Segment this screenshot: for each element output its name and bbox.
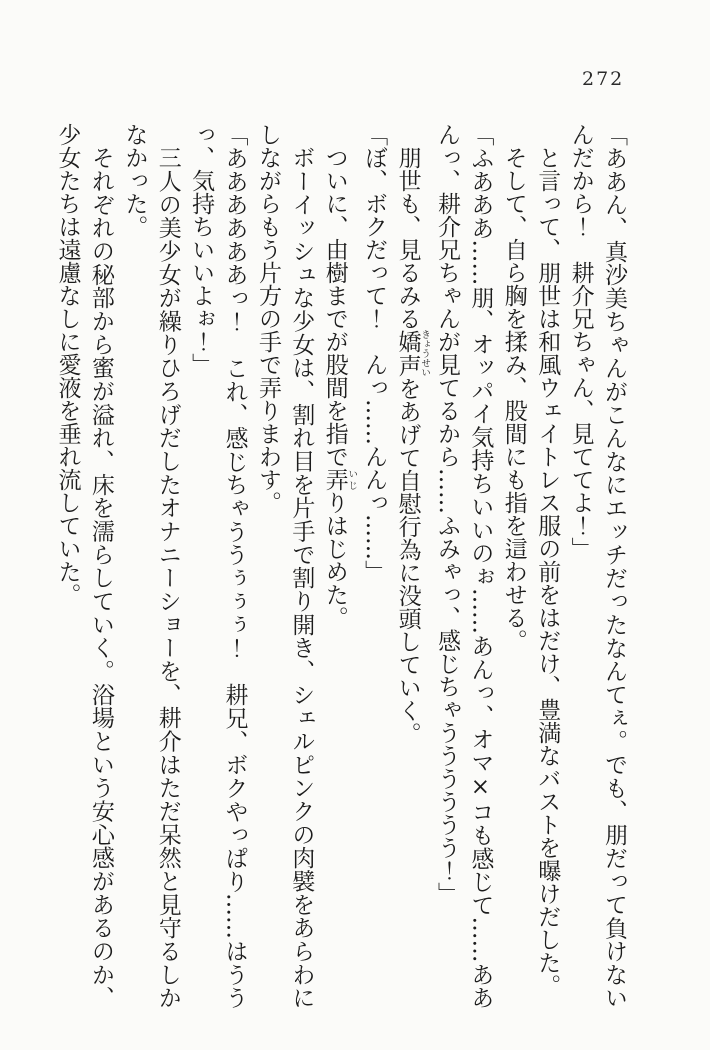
page-number: 272 <box>582 68 625 90</box>
paragraph: と言って、朋世は和風ウェイトレス服の前をはだけ、豊満なバストを曝けだした。 <box>534 146 561 997</box>
paragraph: ボーイッシュな少女は、割れ目を片手で割り開き、シェルピンクの肉襞をあらわにしながらもう片方の手で弄りまわす。 <box>254 123 315 1009</box>
paragraph: 「ああああああっ！ これ、感じちゃううぅぅぅ！ 耕兄、ボクやっぱり……はううっ、気持ちいいよぉ！」 <box>188 123 248 1010</box>
paragraph: 「ぼ、ボクだって！ んっ……んんっ……」 <box>361 123 388 583</box>
paragraph: 「ああん、真沙美ちゃんがこんなにエッチだったなんてぇ。でも、朋だって負けないんだから！ 耕介兄ちゃん、見ててよ！」 <box>567 123 627 1009</box>
paragraph: ついに、由樹までが股間を指で弄いじりはじめた。 <box>321 146 358 629</box>
paragraph: 「ふあああ……朋、オッパイ気持ちいいのぉ……あんっ、オマ×コも感じて……ああんっ、耕介兄ちゃんが見てるから……ふみゃっ、感じちゃうううううう！」 <box>433 123 494 1009</box>
paragraph: 三人の美少女が繰りひろげだしたオナニーショーを、耕介はただ呆然と見守るしかなかった。 <box>121 123 181 1009</box>
page-text <box>50 123 630 1009</box>
ruby-annotated-word: 嬌声きょうせい <box>394 329 431 378</box>
paragraph: そして、自ら胸を揉み、股間にも指を這わせる。 <box>500 146 527 652</box>
paragraph: それぞれの秘部から蜜が溢れ、床を濡らしていく。浴場という安心感があるのか、少女たちは遠慮なしに愛液を垂れ流していた。 <box>54 123 114 1009</box>
paragraph: 朋世も、見るみる嬌声きょうせいをあげて自慰行為に没頭していく。 <box>394 146 431 745</box>
ruby-annotated-word: 弄いじ <box>321 468 358 491</box>
